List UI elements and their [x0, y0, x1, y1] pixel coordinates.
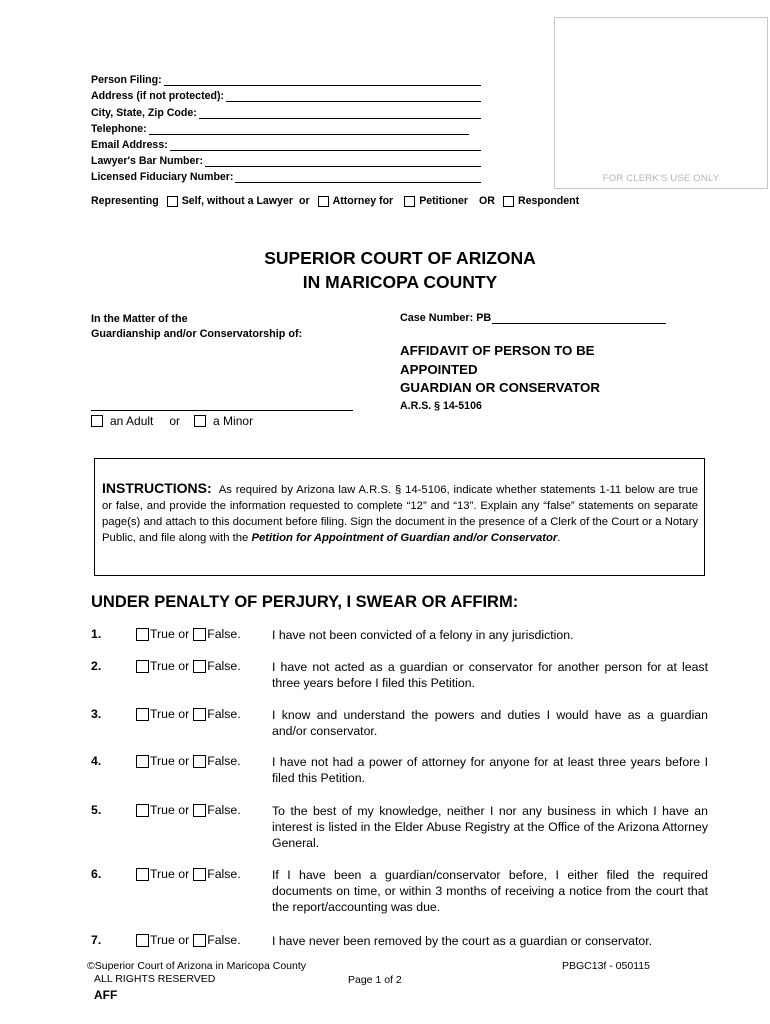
statement-1-true-checkbox[interactable]	[136, 628, 149, 641]
false-label: False.	[207, 659, 241, 673]
clerk-use-label: FOR CLERK'S USE ONLY	[602, 173, 720, 184]
self-label: Self, without a Lawyer	[181, 195, 293, 207]
affidavit-title-line2: APPOINTED	[400, 361, 478, 377]
instructions-lead: INSTRUCTIONS:	[102, 480, 212, 496]
statement-6-choices	[136, 867, 241, 881]
attorney-label: Attorney for	[332, 195, 394, 207]
email-label: Email Address:	[91, 138, 168, 151]
true-label: True or	[150, 707, 190, 721]
statement-2-choices	[136, 659, 241, 673]
email-field[interactable]	[170, 140, 481, 151]
adult-label: an Adult	[110, 414, 154, 428]
statement-1-number: 1.	[91, 627, 102, 641]
email-row	[91, 135, 481, 151]
statement-7-true-checkbox[interactable]	[136, 934, 149, 947]
instructions-end: .	[557, 532, 561, 544]
court-title-line2: IN MARICOPA COUNTY	[302, 272, 498, 292]
telephone-row	[91, 119, 481, 135]
bar-number-label: Lawyer's Bar Number:	[91, 155, 204, 168]
true-label: True or	[150, 803, 190, 817]
attorney-checkbox[interactable]	[318, 196, 329, 207]
fiduciary-number-label: Licensed Fiduciary Number:	[91, 171, 234, 184]
true-label: True or	[150, 659, 190, 673]
clerk-use-box	[554, 17, 768, 189]
penalty-heading: UNDER PENALTY OF PERJURY, I SWEAR OR AFFIRM:	[91, 593, 519, 611]
adult-checkbox[interactable]	[91, 415, 103, 427]
statement-1-text: I have not been convicted of a felony in any jurisdiction.	[272, 628, 574, 642]
or-text: or	[298, 195, 310, 207]
statement-5-true-checkbox[interactable]	[136, 804, 149, 817]
statement-2-true-checkbox[interactable]	[136, 660, 149, 673]
court-title-line1: SUPERIOR COURT OF ARIZONA	[264, 248, 536, 268]
true-label: True or	[150, 933, 190, 947]
or-text-2: OR	[479, 195, 495, 207]
false-label: False.	[207, 933, 241, 947]
ward-name-field[interactable]	[91, 410, 353, 411]
false-label: False.	[207, 627, 241, 641]
statement-5-text: To the best of my knowledge, neither I nor any business in which I have an interest is listed in the Elder Abuse Registry at the Office of the Arizona Attorney General.	[272, 804, 708, 851]
city-state-zip-label: City, State, Zip Code:	[91, 106, 197, 119]
affidavit-title-line1: AFFIDAVIT OF PERSON TO BE	[400, 343, 595, 358]
statement-1-false-checkbox[interactable]	[193, 628, 206, 641]
true-label: True or	[150, 627, 190, 641]
bar-number-row	[91, 151, 481, 167]
bar-number-field[interactable]	[205, 156, 481, 167]
statement-6-number: 6.	[91, 867, 102, 881]
person-filing-label: Person Filing:	[91, 74, 162, 87]
address-row	[91, 86, 481, 102]
statement-3-false-checkbox[interactable]	[193, 708, 206, 721]
city-state-zip-field[interactable]	[199, 108, 481, 119]
statement-5-false-checkbox[interactable]	[193, 804, 206, 817]
affidavit-title	[400, 342, 600, 398]
affidavit-title-line3: GUARDIAN OR CONSERVATOR	[400, 380, 600, 395]
city-state-zip-row	[91, 102, 481, 118]
minor-checkbox[interactable]	[194, 415, 206, 427]
statement-7-false-checkbox[interactable]	[193, 934, 206, 947]
case-number-row	[400, 312, 666, 324]
petitioner-label: Petitioner	[419, 195, 469, 207]
statement-3-choices	[136, 707, 241, 721]
matter-line2: Guardianship and/or Conservatorship of:	[91, 328, 303, 340]
case-number-label: Case Number: PB	[400, 312, 492, 324]
statement-4-number: 4.	[91, 754, 102, 768]
statement-5-number: 5.	[91, 803, 102, 817]
matter-caption	[91, 312, 302, 342]
false-label: False.	[207, 867, 241, 881]
instructions-text	[102, 480, 698, 546]
address-field[interactable]	[226, 91, 481, 102]
true-label: True or	[150, 867, 190, 881]
statement-2-number: 2.	[91, 659, 102, 673]
statement-2-false-checkbox[interactable]	[193, 660, 206, 673]
false-label: False.	[207, 754, 241, 768]
person-filing-field[interactable]	[164, 75, 481, 86]
footer-page-number: Page 1 of 2	[348, 974, 402, 986]
telephone-field[interactable]	[149, 124, 469, 135]
footer-rights: ALL RIGHTS RESERVED	[94, 973, 216, 985]
representing-label: Representing	[91, 195, 159, 207]
statement-6-true-checkbox[interactable]	[136, 868, 149, 881]
true-label: True or	[150, 754, 190, 768]
statement-3-number: 3.	[91, 707, 102, 721]
statement-3-true-checkbox[interactable]	[136, 708, 149, 721]
case-number-field[interactable]	[492, 313, 666, 324]
instructions-petition-emphasis: Petition for Appointment of Guardian and/or Conservator	[251, 532, 558, 544]
adult-minor-or: or	[169, 414, 181, 428]
minor-label: a Minor	[213, 414, 254, 428]
statement-6-text: If I have been a guardian/conservator before, I either filed the required documents on time, or within 3 months of receiving a notice from the court that the report/accounting was due.	[272, 868, 708, 915]
footer-form-code: AFF	[94, 988, 118, 1002]
statement-3-text: I know and understand the powers and duties I would have as a guardian and/or conservator.	[272, 708, 708, 739]
statute-reference: A.R.S. § 14-5106	[400, 400, 482, 412]
respondent-checkbox[interactable]	[503, 196, 514, 207]
statement-6-false-checkbox[interactable]	[193, 868, 206, 881]
statement-4-text: I have not had a power of attorney for anyone for at least three years before I filed this Petition.	[272, 755, 708, 786]
instructions-body: As required by Arizona law A.R.S. § 14-5106, indicate whether statements 1-11 below are true or false, and provide the information requested to complete “12” and “13”. Explain any “false” statements on separate page(s) and attach to this document before filing. Sign the document in the presence of a Clerk of the Court or a Notary Public, and file along with the	[102, 484, 699, 544]
self-checkbox[interactable]	[167, 196, 178, 207]
statement-7-text: I have never been removed by the court as a guardian or conservator.	[272, 934, 653, 948]
statement-4-choices	[136, 754, 241, 768]
fiduciary-number-field[interactable]	[235, 172, 481, 183]
person-filing-row	[91, 70, 481, 86]
address-label: Address (if not protected):	[91, 90, 225, 103]
matter-line1: In the Matter of the	[91, 313, 188, 325]
false-label: False.	[207, 707, 241, 721]
respondent-label: Respondent	[517, 195, 580, 207]
false-label: False.	[207, 803, 241, 817]
adult-minor-row	[91, 414, 253, 428]
representing-row	[91, 195, 579, 207]
footer-copyright: ©Superior Court of Arizona in Maricopa County	[87, 960, 307, 972]
statement-4-true-checkbox[interactable]	[136, 755, 149, 768]
fiduciary-number-row	[91, 167, 481, 183]
statement-7-choices	[136, 933, 241, 947]
statement-4-false-checkbox[interactable]	[193, 755, 206, 768]
statement-7-number: 7.	[91, 933, 102, 947]
statement-1-choices	[136, 627, 241, 641]
telephone-label: Telephone:	[91, 122, 147, 135]
petitioner-checkbox[interactable]	[404, 196, 415, 207]
statement-5-choices	[136, 803, 241, 817]
statement-2-text: I have not acted as a guardian or conservator for another person for at least three years before I filed this Petition.	[272, 660, 708, 691]
filer-info-block	[91, 70, 481, 183]
footer-form-id: PBGC13f - 050115	[562, 960, 650, 972]
